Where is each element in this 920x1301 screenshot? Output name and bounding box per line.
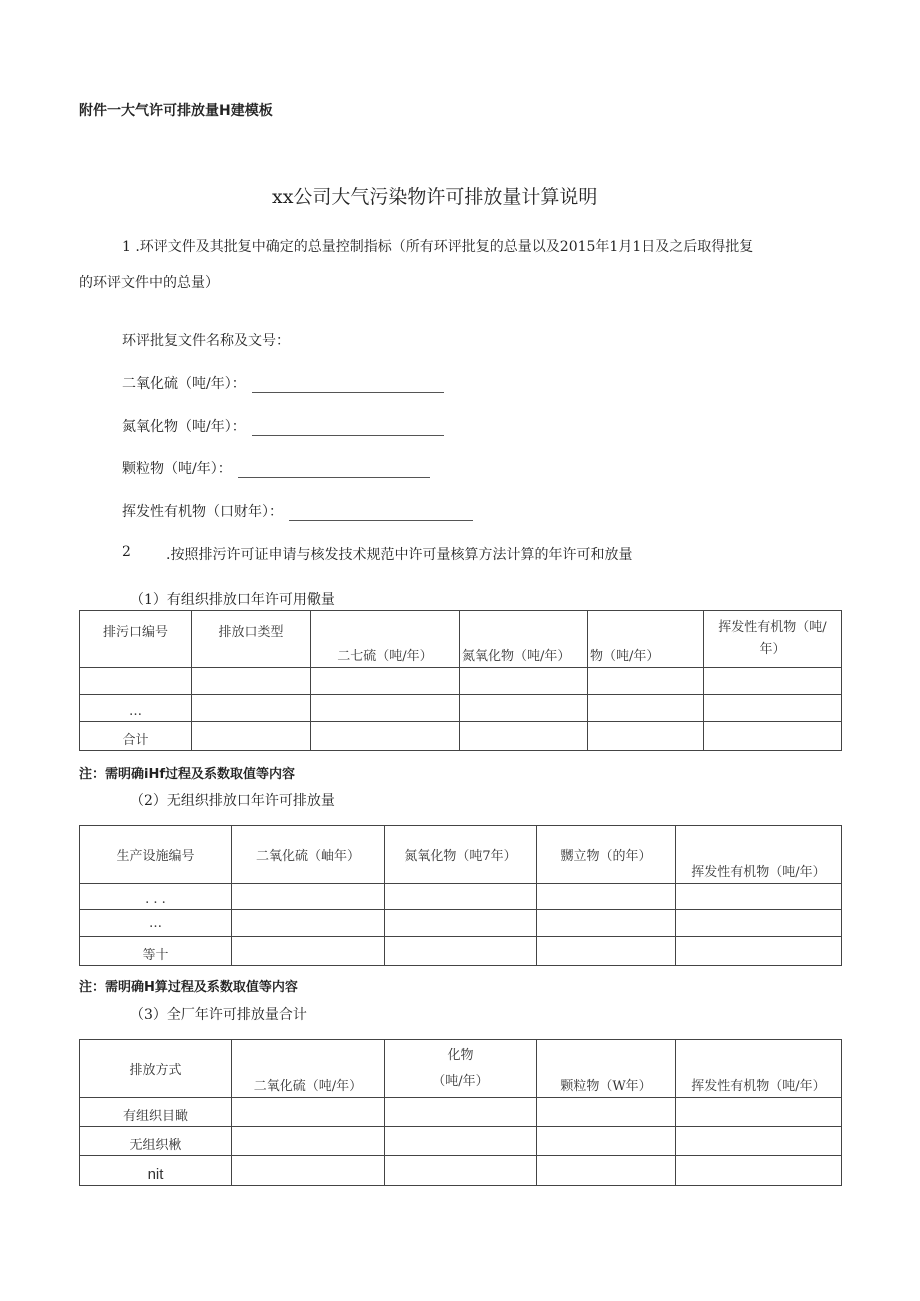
cell[interactable] <box>588 668 704 695</box>
table2-note: 注：需明确H算过程及系数取值等内容 <box>79 980 298 995</box>
cell[interactable] <box>232 910 385 937</box>
pm-field[interactable] <box>122 458 430 478</box>
cell[interactable] <box>537 884 676 910</box>
cell: nit <box>80 1156 232 1186</box>
table-row <box>80 1098 842 1127</box>
cell[interactable] <box>704 722 842 751</box>
cell[interactable]: … <box>80 910 232 937</box>
section2-text: .按照排污许可证申请与核发技术规范中许可量核算方法计算的年许可和放量 <box>166 547 633 563</box>
cell[interactable] <box>385 1098 537 1127</box>
header-cell: 二氧化硫（吨/年） <box>232 1040 385 1098</box>
cell[interactable] <box>460 695 588 722</box>
cell: 无组织楸 <box>80 1127 232 1156</box>
cell[interactable] <box>676 1098 842 1127</box>
header-cell: 嬲立物（的年） <box>537 826 676 884</box>
plant-total-table <box>79 1039 842 1186</box>
so2-label: 二氧化硫（吨/年）： <box>122 376 246 392</box>
nox-field[interactable] <box>122 416 444 436</box>
doc-name-label: 环评批复文件名称及文号： <box>122 333 290 349</box>
cell[interactable]: . . . <box>80 884 232 910</box>
cell[interactable] <box>232 937 385 966</box>
cell[interactable] <box>676 937 842 966</box>
table-row-total <box>80 937 842 966</box>
table-row <box>80 910 842 937</box>
cell[interactable] <box>676 884 842 910</box>
cell[interactable] <box>537 1156 676 1186</box>
header-cell: 生产设施编号 <box>80 826 232 884</box>
nox-label: 氮氧化物（吨/年）： <box>122 419 246 435</box>
cell[interactable] <box>460 722 588 751</box>
cell[interactable] <box>385 910 537 937</box>
section1-text: 1 .环评文件及其批复中确定的总量控制指标（所有环评批复的总量以及2015年1月1日及之后取得批复 <box>122 239 754 255</box>
table-row <box>80 1127 842 1156</box>
cell[interactable] <box>192 722 311 751</box>
cell[interactable] <box>311 668 460 695</box>
cell[interactable] <box>385 937 537 966</box>
so2-input[interactable] <box>252 378 444 393</box>
header-cell: 排放口类型 <box>192 611 311 668</box>
table-row <box>80 884 842 910</box>
section2-num: 2 <box>122 544 131 560</box>
header-cell: 颗粒物（W年） <box>537 1040 676 1098</box>
fugitive-emission-table <box>79 825 842 966</box>
header-cell: 氮氧化物（吨/年） <box>460 611 588 668</box>
header-cell: 二氧化硫（岫年） <box>232 826 385 884</box>
header-cell: 物（吨/年） <box>588 611 704 668</box>
cell[interactable] <box>676 1156 842 1186</box>
voc-input[interactable] <box>289 506 473 521</box>
cell[interactable] <box>80 668 192 695</box>
cell[interactable] <box>537 1127 676 1156</box>
table-row-total <box>80 722 842 751</box>
table-row <box>80 695 842 722</box>
cell[interactable] <box>192 668 311 695</box>
table3-caption: （3）全厂年许可排放量合计 <box>130 1007 307 1023</box>
header-cell: 二七硫（吨/年） <box>311 611 460 668</box>
cell[interactable] <box>385 1127 537 1156</box>
header-cell: 挥发性有机物（吨/年） <box>676 1040 842 1098</box>
cell[interactable] <box>311 695 460 722</box>
header-cell: 氮氧化物（吨7年） <box>385 826 537 884</box>
voc-field[interactable] <box>122 501 473 521</box>
attachment-header: 附件一大气许可排放量H建模板 <box>79 103 273 119</box>
cell: 有组织目瞰 <box>80 1098 232 1127</box>
cell[interactable] <box>460 668 588 695</box>
table-row <box>80 668 842 695</box>
cell[interactable] <box>537 937 676 966</box>
cell[interactable] <box>232 1127 385 1156</box>
table1-caption: （1）有组织排放口年许可用儆量 <box>130 592 335 608</box>
pm-label: 颗粒物（吨/年）： <box>122 461 232 477</box>
cell[interactable]: … <box>80 695 192 722</box>
cell[interactable] <box>232 884 385 910</box>
cell[interactable] <box>385 1156 537 1186</box>
cell[interactable] <box>311 722 460 751</box>
cell: 合计 <box>80 722 192 751</box>
header-cell: 化物 （吨/年） <box>385 1040 537 1098</box>
cell[interactable] <box>385 884 537 910</box>
cell[interactable] <box>232 1156 385 1186</box>
header-cell: 排污口编号 <box>80 611 192 668</box>
table-header-row <box>80 611 842 668</box>
cell[interactable] <box>704 695 842 722</box>
cell[interactable] <box>537 910 676 937</box>
cell[interactable] <box>588 695 704 722</box>
cell[interactable] <box>676 1127 842 1156</box>
table-row-total <box>80 1156 842 1186</box>
so2-field[interactable] <box>122 373 444 393</box>
voc-label: 挥发性有机物（口财年）： <box>122 504 283 520</box>
cell[interactable] <box>232 1098 385 1127</box>
cell[interactable] <box>704 668 842 695</box>
cell: 等十 <box>80 937 232 966</box>
cell[interactable] <box>192 695 311 722</box>
organized-emission-table <box>79 610 842 751</box>
section1-text-cont: 的环评文件中的总量） <box>79 275 219 291</box>
table1-note: 注：需明确iHf过程及系数取值等内容 <box>79 767 295 782</box>
cell[interactable] <box>537 1098 676 1127</box>
cell[interactable] <box>676 910 842 937</box>
table2-caption: （2）无组织排放口年许可排放量 <box>130 793 335 809</box>
header-cell: 排放方式 <box>80 1040 232 1098</box>
table-header-row <box>80 1040 842 1098</box>
header-cell: 挥发性有机物（吨/ 年） <box>704 611 842 668</box>
header-cell: 挥发性有机物（吨/年） <box>676 826 842 884</box>
cell[interactable] <box>588 722 704 751</box>
page-title: xx公司大气污染物许可排放量计算说明 <box>272 186 598 208</box>
nox-input[interactable] <box>252 421 444 436</box>
pm-input[interactable] <box>238 463 430 478</box>
table-header-row <box>80 826 842 884</box>
